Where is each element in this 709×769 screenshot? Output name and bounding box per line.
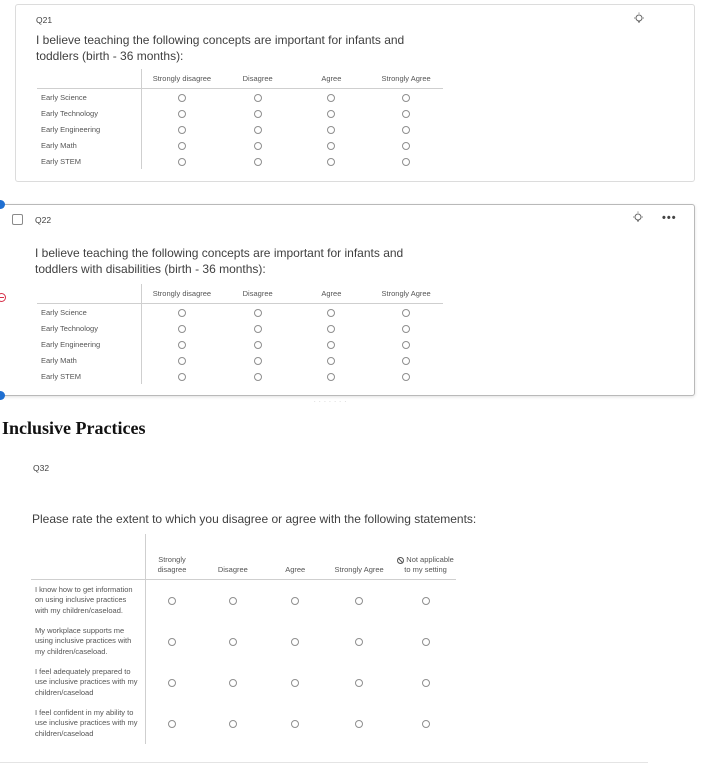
radio-cell (294, 137, 370, 153)
table-row (31, 662, 456, 703)
radio-cell (294, 368, 370, 384)
radio-button[interactable] (327, 94, 335, 102)
radio-button[interactable] (254, 158, 262, 166)
radio-button[interactable] (254, 341, 262, 349)
matrix-header-row (37, 284, 443, 304)
column-header (145, 534, 198, 580)
section-title: Inclusive Practices (2, 418, 146, 438)
radio-cell (222, 368, 294, 384)
row-label: Early Technology (37, 105, 142, 121)
divider (0, 762, 648, 763)
radio-cell (294, 89, 370, 106)
radio-button[interactable] (178, 357, 186, 365)
table-row (37, 304, 443, 321)
table-row (37, 336, 443, 352)
column-header-label: Strongly disagree (157, 555, 187, 574)
radio-button[interactable] (327, 142, 335, 150)
radio-cell (142, 153, 222, 169)
radio-button[interactable] (422, 720, 430, 728)
radio-cell (294, 121, 370, 137)
matrix-table-q21 (37, 69, 443, 169)
radio-button[interactable] (402, 325, 410, 333)
radio-cell (267, 621, 323, 662)
radio-button[interactable] (229, 720, 237, 728)
radio-cell (222, 336, 294, 352)
column-header-label: Agree (321, 289, 342, 298)
row-label: My workplace supports me using inclusive practices with my children/caseload. (31, 621, 145, 662)
radio-cell (369, 352, 443, 368)
radio-button[interactable] (229, 638, 237, 646)
radio-cell (198, 662, 267, 703)
radio-button[interactable] (355, 720, 363, 728)
radio-cell (142, 121, 222, 137)
table-row (37, 105, 443, 121)
radio-cell (142, 105, 222, 121)
radio-button[interactable] (254, 357, 262, 365)
row-label: Early Math (37, 137, 142, 153)
column-header (395, 534, 456, 580)
radio-button[interactable] (402, 341, 410, 349)
question-id: Q22 (35, 215, 52, 225)
radio-cell (267, 580, 323, 622)
table-row (37, 89, 443, 106)
row-label: Early Engineering (37, 336, 142, 352)
column-header-label: Strongly Agree (381, 74, 431, 83)
radio-cell (222, 320, 294, 336)
question-text: I believe teaching the following concepts are important for infants and toddlers (birth - 36 months): (36, 33, 405, 63)
radio-button[interactable] (327, 373, 335, 381)
radio-cell (222, 105, 294, 121)
row-label: Early STEM (37, 368, 142, 384)
matrix-header-row (37, 69, 443, 89)
radio-cell (222, 153, 294, 169)
radio-cell (369, 137, 443, 153)
radio-cell (222, 304, 294, 321)
radio-button[interactable] (178, 126, 186, 134)
radio-cell (222, 89, 294, 106)
radio-cell (145, 580, 198, 622)
radio-cell (323, 621, 395, 662)
radio-cell (294, 336, 370, 352)
radio-cell (142, 336, 222, 352)
column-header (267, 534, 323, 580)
radio-button[interactable] (355, 597, 363, 605)
radio-button[interactable] (291, 597, 299, 605)
not-applicable-icon (397, 557, 404, 564)
radio-cell (142, 352, 222, 368)
column-header (294, 284, 370, 304)
matrix-header-row (31, 534, 456, 580)
selection-handle-bottom[interactable] (0, 391, 5, 400)
row-label: Early Science (37, 89, 142, 106)
radio-cell (142, 137, 222, 153)
table-row (37, 368, 443, 384)
radio-button[interactable] (254, 325, 262, 333)
radio-button[interactable] (291, 679, 299, 687)
radio-cell (395, 621, 456, 662)
column-header-label: Strongly disagree (152, 289, 212, 298)
column-header (369, 284, 443, 304)
radio-button[interactable] (327, 309, 335, 317)
radio-cell (323, 703, 395, 744)
select-question-checkbox[interactable] (12, 214, 23, 225)
radio-button[interactable] (327, 325, 335, 333)
table-row (31, 621, 456, 662)
column-header-label: Strongly Agree (334, 565, 384, 574)
matrix-table-q22 (37, 284, 443, 384)
radio-button[interactable] (229, 597, 237, 605)
question-id: Q21 (36, 15, 53, 25)
radio-cell (222, 137, 294, 153)
row-label: Early Engineering (37, 121, 142, 137)
column-header (369, 69, 443, 89)
radio-cell (323, 662, 395, 703)
radio-button[interactable] (178, 341, 186, 349)
radio-cell (395, 703, 456, 744)
matrix-corner (37, 284, 142, 304)
column-header (142, 284, 222, 304)
radio-button[interactable] (178, 158, 186, 166)
radio-button[interactable] (168, 720, 176, 728)
radio-button[interactable] (168, 638, 176, 646)
radio-cell (142, 320, 222, 336)
radio-button[interactable] (178, 373, 186, 381)
column-header (198, 534, 267, 580)
column-header-label: Disagree (242, 289, 273, 298)
radio-button[interactable] (254, 94, 262, 102)
radio-cell (198, 621, 267, 662)
table-row (37, 352, 443, 368)
column-header-label: Disagree (217, 565, 248, 574)
column-header-label: Agree (321, 74, 342, 83)
radio-cell (198, 703, 267, 744)
radio-button[interactable] (178, 94, 186, 102)
radio-cell (142, 304, 222, 321)
radio-cell (294, 352, 370, 368)
matrix-table-q32 (31, 534, 456, 744)
radio-button[interactable] (178, 325, 186, 333)
question-text: I believe teaching the following concepts are important for infants and toddlers with disabilities (birth - 36 months): (35, 246, 404, 276)
radio-button[interactable] (327, 126, 335, 134)
radio-cell (198, 580, 267, 622)
radio-button[interactable] (327, 357, 335, 365)
column-header (222, 284, 294, 304)
row-label: I feel adequately prepared to use inclusive practices with my children/caseload (31, 662, 145, 703)
radio-cell (142, 368, 222, 384)
radio-cell (369, 320, 443, 336)
lightbulb-icon[interactable] (632, 211, 644, 225)
radio-button[interactable] (402, 142, 410, 150)
radio-button[interactable] (254, 142, 262, 150)
radio-button[interactable] (402, 357, 410, 365)
column-header-label: Disagree (242, 74, 273, 83)
radio-button[interactable] (402, 309, 410, 317)
radio-cell (369, 368, 443, 384)
radio-button[interactable] (254, 126, 262, 134)
row-label: Early Technology (37, 320, 142, 336)
radio-button[interactable] (291, 638, 299, 646)
row-label: I know how to get information on using inclusive practices with my children/caseload. (31, 580, 145, 622)
radio-button[interactable] (229, 679, 237, 687)
radio-button[interactable] (422, 679, 430, 687)
radio-button[interactable] (178, 142, 186, 150)
radio-button[interactable] (327, 341, 335, 349)
radio-cell (145, 662, 198, 703)
radio-cell (369, 153, 443, 169)
radio-cell (267, 662, 323, 703)
radio-cell (323, 580, 395, 622)
table-row (37, 153, 443, 169)
column-header (323, 534, 395, 580)
radio-cell (369, 89, 443, 106)
radio-button[interactable] (168, 597, 176, 605)
row-label: Early Math (37, 352, 142, 368)
faint-caption: · · · · · · · (314, 399, 347, 405)
radio-button[interactable] (422, 638, 430, 646)
question-id: Q32 (33, 463, 50, 473)
radio-cell (145, 621, 198, 662)
radio-button[interactable] (422, 597, 430, 605)
radio-button[interactable] (168, 679, 176, 687)
table-row (37, 121, 443, 137)
radio-button[interactable] (327, 110, 335, 118)
radio-button[interactable] (254, 309, 262, 317)
lightbulb-icon[interactable] (633, 12, 645, 26)
column-header-label: Strongly Agree (381, 289, 431, 298)
radio-cell (222, 121, 294, 137)
radio-cell (395, 580, 456, 622)
column-header-label: Not applicable to my setting (404, 555, 454, 574)
row-label: Early STEM (37, 153, 142, 169)
radio-cell (267, 703, 323, 744)
radio-cell (369, 105, 443, 121)
radio-button[interactable] (402, 94, 410, 102)
more-options-icon[interactable]: ••• (662, 212, 677, 224)
radio-button[interactable] (402, 126, 410, 134)
table-row (31, 703, 456, 744)
radio-button[interactable] (254, 373, 262, 381)
radio-button[interactable] (402, 373, 410, 381)
radio-button[interactable] (254, 110, 262, 118)
radio-button[interactable] (402, 110, 410, 118)
matrix-corner (31, 534, 145, 580)
table-row (31, 580, 456, 622)
radio-cell (294, 153, 370, 169)
table-row (37, 320, 443, 336)
radio-button[interactable] (327, 158, 335, 166)
question-text: Please rate the extent to which you disagree or agree with the following statements: (32, 512, 477, 526)
radio-cell (145, 703, 198, 744)
table-row (37, 137, 443, 153)
radio-cell (395, 662, 456, 703)
radio-cell (369, 121, 443, 137)
radio-cell (369, 304, 443, 321)
radio-button[interactable] (178, 309, 186, 317)
radio-cell (369, 336, 443, 352)
radio-cell (222, 352, 294, 368)
radio-cell (142, 89, 222, 106)
radio-button[interactable] (355, 679, 363, 687)
column-header (142, 69, 222, 89)
radio-cell (294, 320, 370, 336)
row-label: Early Science (37, 304, 142, 321)
row-label: I feel confident in my ability to use inclusive practices with my children/caseload (31, 703, 145, 744)
radio-button[interactable] (355, 638, 363, 646)
radio-button[interactable] (402, 158, 410, 166)
column-header (294, 69, 370, 89)
column-header-label: Agree (285, 565, 306, 574)
matrix-corner (37, 69, 142, 89)
column-header (222, 69, 294, 89)
radio-cell (294, 304, 370, 321)
radio-button[interactable] (178, 110, 186, 118)
radio-cell (294, 105, 370, 121)
radio-button[interactable] (291, 720, 299, 728)
column-header-label: Strongly disagree (152, 74, 212, 83)
